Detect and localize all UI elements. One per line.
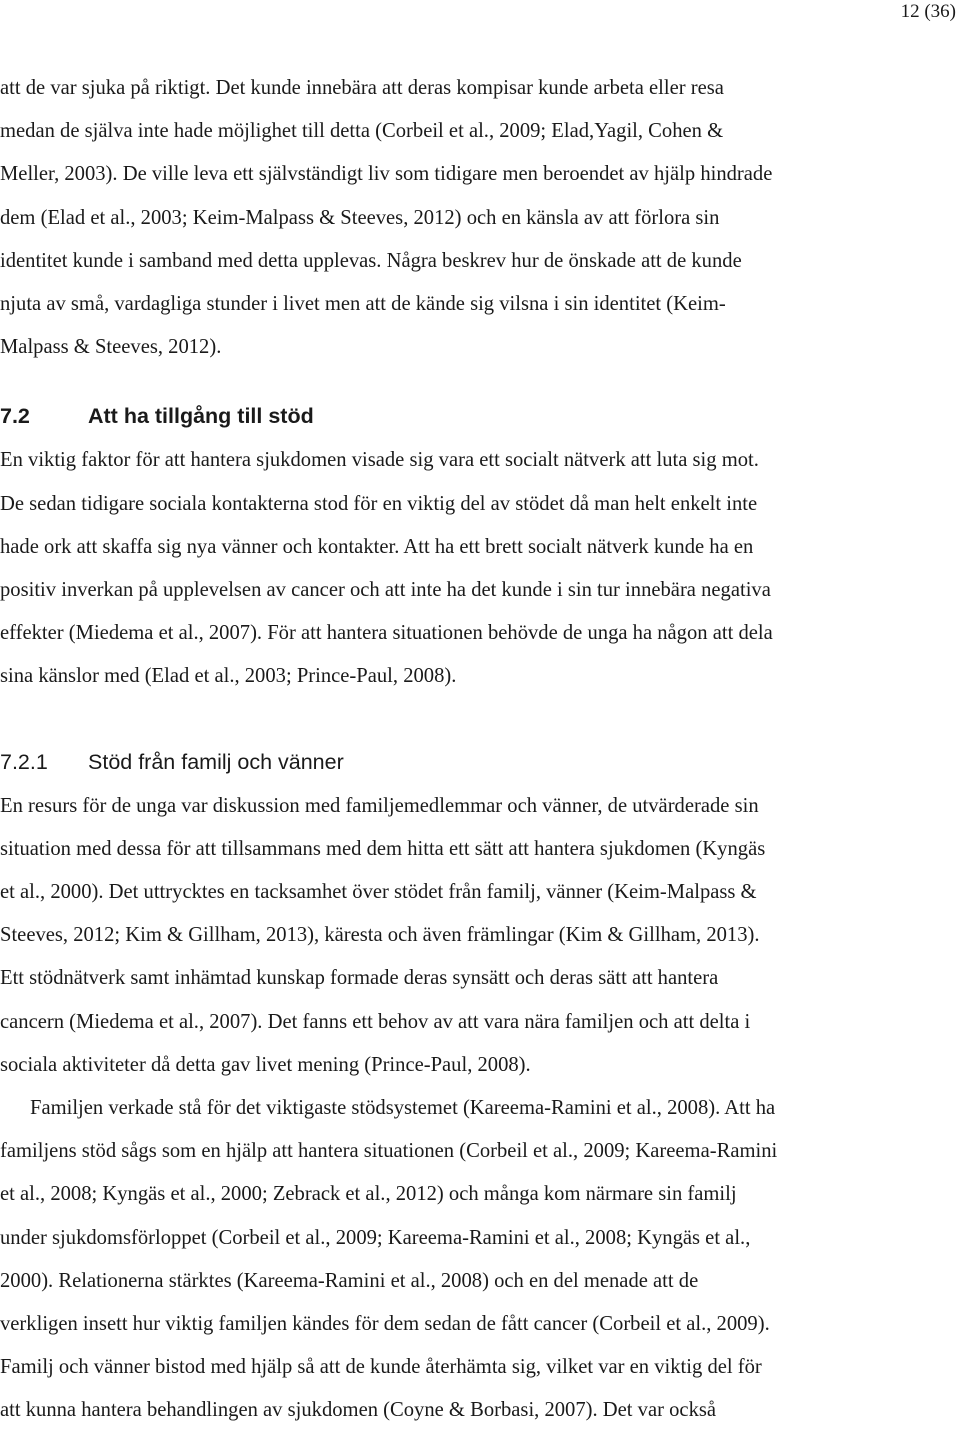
- section-number: 7.2: [0, 404, 30, 429]
- subsection-title: Stöd från familj och vänner: [88, 749, 344, 774]
- section-heading-7-2: [0, 393, 940, 439]
- subsection-number: 7.2.1: [0, 749, 48, 774]
- body-paragraph-indented: Familjen verkade stå för det viktigaste stödsystemet (Kareema-Ramini et al., 2008). Att ha familjens stöd sågs som en hjälp att hantera situationen (Corbeil et al., 2009; Kareema-Ramini et al., 2008; Kyngäs et al., 2000; Zebrack et al., 2012) och många kom närmare sin familj under sjukdomsförloppet (Corbeil et al., 2009; Kareema-Ramini et al., 2008; Kyngäs et al., 2000). Relationerna stärktes (Kareema-Ramini et al., 2008) och en del menade att de verkligen insett hur viktig familjen kändes för dem sedan de fått cancer (Corbeil et al., 2009). Familj och vänner bistod med hjälp så att de kunde återhämta sig, vilket var en viktig del för att kunna hantera behandlingen av sjukdomen (Coyne & Borbasi, 2007). Det var också: [0, 1097, 778, 1422]
- body-paragraph: En viktig faktor för att hantera sjukdomen visade sig vara ett socialt nätverk att luta sig mot. De sedan tidigare sociala kontakterna stod för en viktig del av stödet då man helt enkelt inte hade ork att skaffa sig nya vänner och kontakter. Att ha ett brett socialt nätverk kunde ha en positiv inverkan på upplevelsen av cancer och att inte ha det kunde i sin tur innebära negativa effekter (Miedema et al., 2007). För att hantera situationen behövde de unga ha någon att dela sina känslor med (Elad et al., 2003; Prince-Paul, 2008).: [0, 449, 773, 688]
- body-paragraph: att de var sjuka på riktigt. Det kunde innebära att deras kompisar kunde arbeta eller resa medan de själva inte hade möjlighet till detta (Corbeil et al., 2009; Elad,Yagil, Cohen & Meller, 2003). De ville leva ett självständigt liv som tidigare men beroendet av hjälp hindrade dem (Elad et al., 2003; Keim-Malpass & Steeves, 2012) och en känsla av att förlora sin identitet kunde i samband med detta upplevas. Några beskrev hur de önskade att de kunde njuta av små, vardagliga stunder i livet men att de kände sig vilsna i sin identitet (Keim- Malpass & Steeves, 2012).: [0, 77, 773, 359]
- page-number: 12 (36): [900, 1, 956, 22]
- section-title: Att ha tillgång till stöd: [88, 404, 314, 429]
- page-content: [0, 67, 940, 1433]
- subsection-heading-7-2-1: [0, 739, 940, 785]
- body-paragraph: En resurs för de unga var diskussion med familjemedlemmar och vänner, de utvärderade sin situation med dessa för att tillsammans med dem hitta ett sätt att hantera sjukdomen (Kyngäs et al., 2000). Det uttrycktes en tacksamhet över stödet från familj, vänner (Keim-Malpass & Steeves, 2012; Kim & Gillham, 2013), käresta och även främlingar (Kim & Gillham, 2013). Ett stödnätverk samt inhämtad kunskap formade deras synsätt och deras sätt att hantera cancern (Miedema et al., 2007). Det fanns ett behov av att vara nära familjen och att delta i sociala aktiviteter då detta gav livet mening (Prince-Paul, 2008).: [0, 794, 766, 1076]
